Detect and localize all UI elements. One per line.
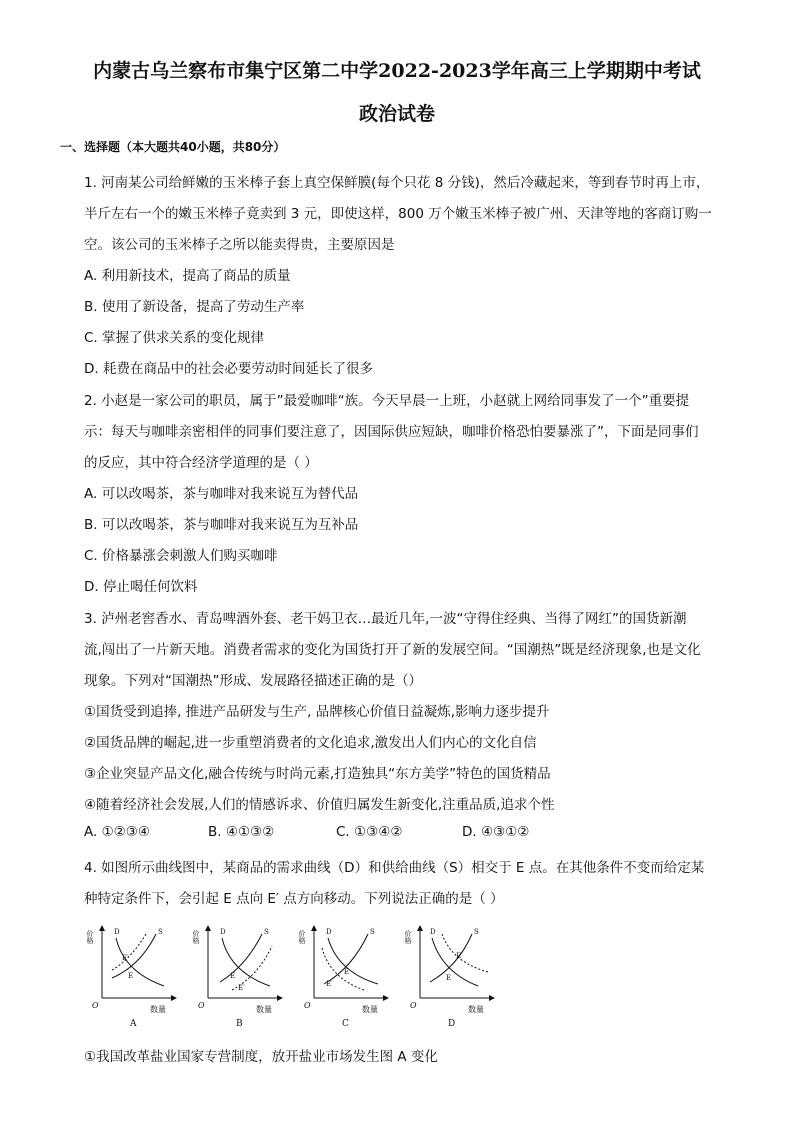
q2-option-d: D. 停止喝任何饮料 [84,579,198,595]
q3-item: ④随着经济社会发展,人们的情感诉求、价值归属发生新变化,注重品质,追求个性 [84,797,555,813]
q4-stem-line: 种特定条件下，会引起 E 点向 E′ 点方向移动。下列说法正确的是（ ） [84,891,504,907]
panel-label-d: D [448,1019,456,1029]
x-axis-label: 数量 [256,1005,272,1014]
q1-stem-line: 半斤左右一个的嫩玉米棒子竟卖到 3 元，即使这样，800 万个嫩玉米棒子被广州、天津等地的客商订购一 [84,206,712,222]
supply-label: S [474,928,479,936]
q1-option-b: B. 使用了新设备，提高了劳动生产率 [84,299,305,315]
chart-panel-a [86,926,176,1029]
e-prime-label: E′ [238,984,245,992]
q3-option-b: B. ④①③② [208,824,275,840]
q1-option-d: D. 耗费在商品中的社会必要劳动时间延长了很多 [84,361,373,377]
demand-label: D [430,928,436,936]
y-axis-label: 价格 [404,930,412,944]
q2-option-b: B. 可以改喝茶，茶与咖啡对我来说互为互补品 [84,517,359,533]
demand-label: D [326,928,332,936]
q3-option-d: D. ④③①② [462,824,530,840]
e-prime-label: E′ [456,952,463,960]
y-axis-label: 价格 [86,930,94,944]
x-axis-label: 数量 [150,1005,166,1014]
q3-stem-line: 流,闯出了一片新天地。消费者需求的变化为国货打开了新的发展空间。“国潮热”既是经济现象,也是文化 [84,642,701,658]
section-heading: 一、选择题（本大题共40小题，共80分） [60,140,286,154]
q2-option-c: C. 价格暴涨会刺激人们购买咖啡 [84,548,278,564]
supply-label: S [158,928,163,936]
q3-item: ①国货受到追捧, 推进产品研发与生产, 品牌核心价值日益凝炼,影响力逐步提升 [84,704,550,720]
origin-label: O [410,1001,417,1010]
demand-label: D [114,928,120,936]
q2-stem-line: 示：每天与咖啡亲密相伴的同事们要注意了，因国际供应短缺，咖啡价格恐怕要暴涨了”，下面是同事们 [84,424,699,440]
chart-panel-d [404,926,494,1029]
supply-label: S [264,928,269,936]
supply-label: S [370,928,375,936]
y-axis-label: 价格 [298,930,306,944]
q3-stem-line: 3. 泸州老窖香水、青岛啤酒外套、老干妈卫衣…最近几年,一波“守得住经典、当得了网红”的国货新潮 [84,611,687,627]
demand-label: D [220,928,226,936]
q3-item: ③企业突显产品文化,融合传统与时尚元素,打造独具“东方美学”特色的国货精品 [84,766,551,782]
chart-panel-c [298,926,388,1029]
e-label: E [344,968,350,976]
chart-panel-b [192,926,282,1029]
origin-label: O [304,1001,311,1010]
e-prime-label: E′ [122,954,129,962]
e-label: E [230,972,236,980]
q1-stem-line: 空。该公司的玉米棒子之所以能卖得贵，主要原因是 [84,237,395,253]
origin-label: O [92,1001,99,1010]
q2-stem-line: 的反应，其中符合经济学道理的是（ ） [84,455,318,471]
q3-item: ②国货品牌的崛起,进一步重塑消费者的文化追求,激发出人们内心的文化自信 [84,735,537,751]
q3-option-a: A. ①②③④ [84,824,150,840]
origin-label: O [198,1001,205,1010]
panel-label-c: C [342,1019,349,1029]
x-axis-label: 数量 [362,1005,378,1014]
q2-stem-line: 2. 小赵是一家公司的职员，属于”最爱咖啡“族。今天早晨一上班，小赵就上网给同事发了一个”重要提 [84,393,690,409]
q1-option-c: C. 掌握了供求关系的变化规律 [84,330,265,346]
exam-title-line2: 政治试卷 [358,103,435,125]
supply-demand-figures [86,920,510,1032]
q4-stem-line: 4. 如图所示曲线图中，某商品的需求曲线（D）和供给曲线（S）相交于 E 点。在其他条件不变而给定某 [84,860,705,876]
q3-option-c: C. ①③④② [336,824,403,840]
e-prime-label: E′ [326,980,333,988]
panel-label-b: B [236,1019,243,1029]
panel-label-a: A [130,1019,137,1029]
q1-stem-line: 1. 河南某公司给鲜嫩的玉米棒子套上真空保鲜膜(每个只花 8 分钱)，然后冷藏起来，等到春节时再上市， [84,175,710,191]
x-axis-label: 数量 [468,1005,484,1014]
q3-stem-line: 现象。下列对“国潮热”形成、发展路径描述正确的是（） [84,673,422,689]
q2-option-a: A. 可以改喝茶，茶与咖啡对我来说互为替代品 [84,486,359,502]
q1-option-a: A. 利用新技术，提高了商品的质量 [84,268,291,284]
y-axis-label: 价格 [192,930,200,944]
e-label: E [128,972,134,980]
q4-item: ①我国改革盐业国家专营制度，放开盐业市场发生图 A 变化 [84,1049,438,1065]
e-label: E [446,974,452,982]
exam-title-line1: 内蒙古乌兰察布市集宁区第二中学2022-2023学年高三上学期期中考试 [93,60,701,82]
